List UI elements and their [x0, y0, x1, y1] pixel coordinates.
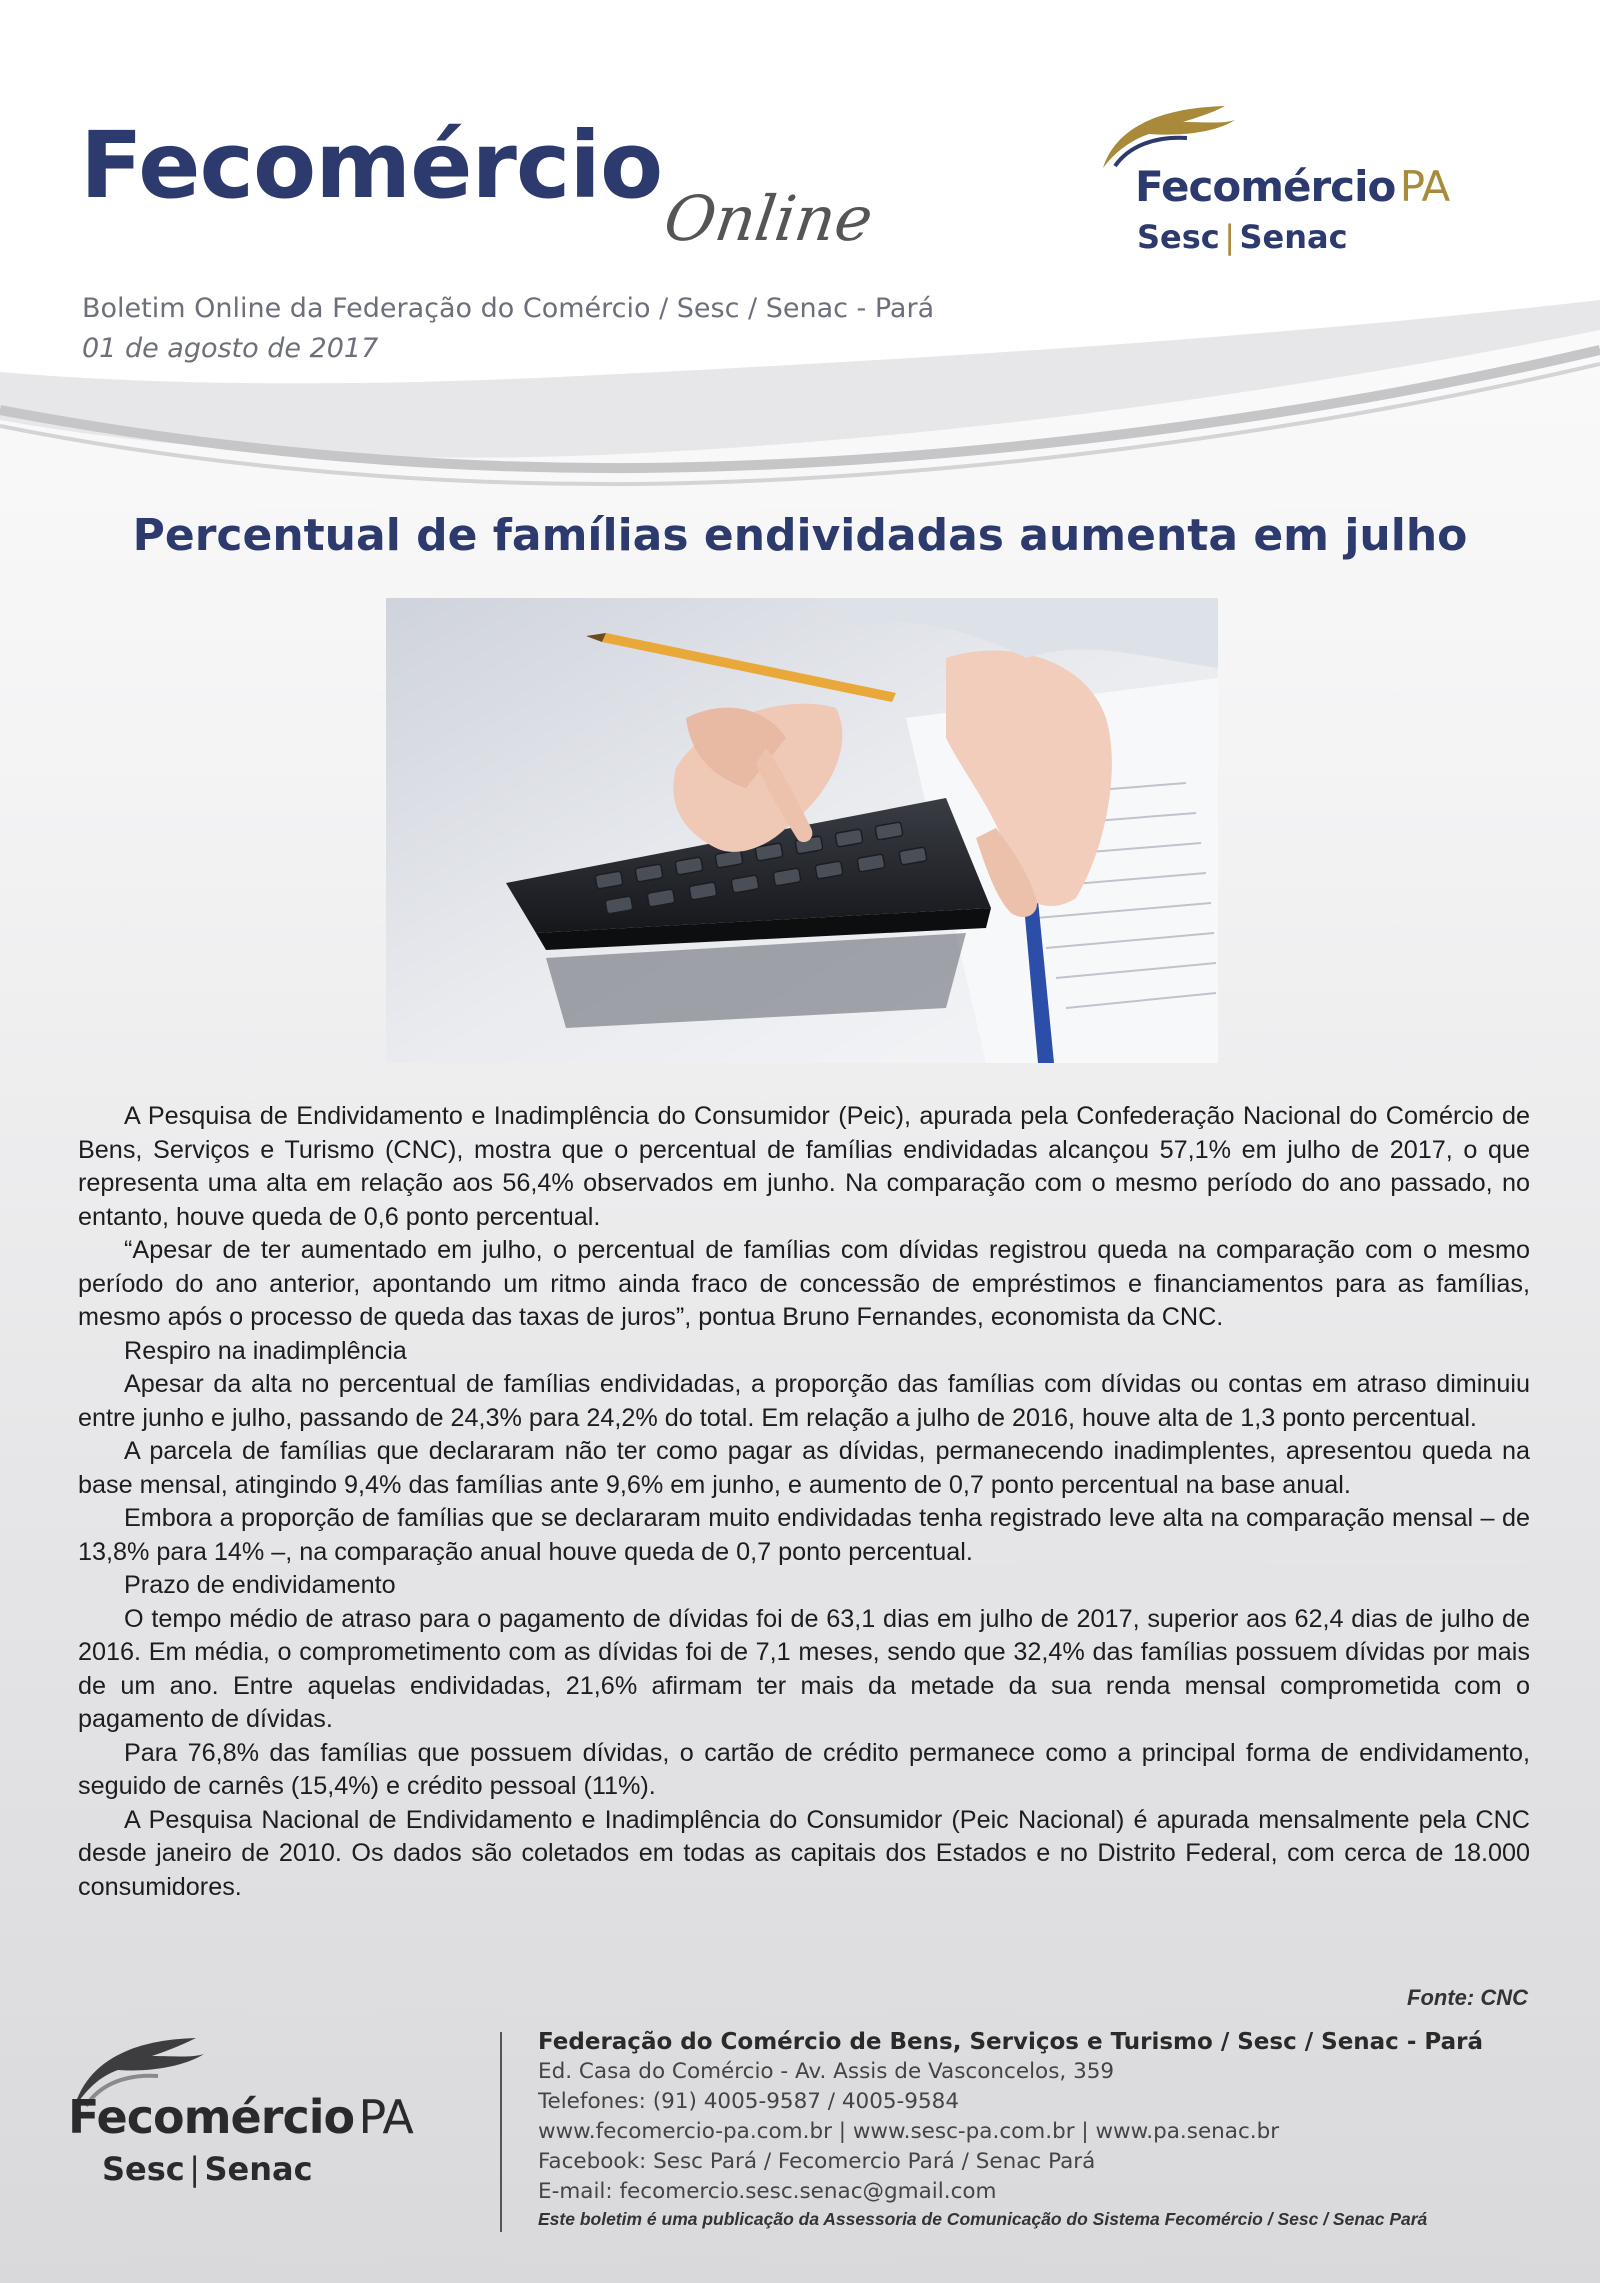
logo-sesc: Sesc — [1137, 218, 1220, 256]
calculator-photo — [386, 598, 1218, 1063]
brand-name: Fecomércio — [80, 112, 663, 219]
logo-pa: PA — [1399, 162, 1450, 211]
logo-pa: PA — [358, 2090, 413, 2144]
logo-name: Fecomércio — [68, 2090, 355, 2144]
paragraph: Para 76,8% das famílias que possuem dívidas, o cartão de crédito permanece como a principal forma de endividamento, seguido de carnês (15,4%) e crédito pessoal (11%). — [78, 1738, 1530, 1800]
article-source: Fonte: CNC — [1407, 1985, 1528, 2010]
footer-address: Ed. Casa do Comércio - Av. Assis de Vasconcelos, 359 — [538, 2059, 1115, 2084]
logo-name: Fecomércio — [1135, 162, 1396, 211]
subheading: Respiro na inadimplência — [124, 1336, 407, 1365]
article-body — [78, 1100, 1530, 1904]
logo-divider: | — [189, 2150, 200, 2188]
footer-divider — [500, 2032, 502, 2232]
article-headline: Percentual de famílias endividadas aumenta em julho — [132, 510, 1468, 561]
footer-note: Este boletim é uma publicação da Assessoria de Comunicação do Sistema Fecomércio / Sesc / Senac Pará — [538, 2209, 1428, 2229]
logo-divider: | — [1224, 218, 1235, 256]
paragraph: A parcela de famílias que declararam não ter como pagar as dívidas, permanecendo inadimplentes, apresentou queda na base mensal, atingindo 9,4% das famílias ante 9,6% em junho, e aumento de 0,7 ponto percentual na base anual. — [78, 1437, 1530, 1499]
footer-email[interactable]: E-mail: fecomercio.sesc.senac@gmail.com — [538, 2179, 997, 2204]
masthead — [80, 112, 878, 255]
footer-facebook: Facebook: Sesc Pará / Fecomercio Pará / Senac Pará — [538, 2149, 1096, 2174]
footer-websites[interactable]: www.fecomercio-pa.com.br | www.sesc-pa.com.br | www.pa.senac.br — [538, 2119, 1280, 2144]
paragraph: O tempo médio de atraso para o pagamento de dívidas foi de 63,1 dias em julho de 2017, superior aos 62,4 dias de julho de 2016. Em média, o comprometimento com as dívidas foi de 7,1 meses, sendo que 32,4% das famílias possuem dívidas por mais de um ano. Entre aquelas endividadas, 21,6% afirmam ter mais da metade da sua renda mensal comprometida com o pagamento de dívidas. — [78, 1604, 1530, 1733]
footer-organization: Federação do Comércio de Bens, Serviços e Turismo / Sesc / Senac - Pará — [538, 2029, 1483, 2055]
logo-senac: Senac — [204, 2150, 313, 2188]
logo-sesc: Sesc — [102, 2150, 185, 2188]
fecomercio-pa-logo — [1095, 100, 1535, 270]
brand-online: Online — [659, 182, 878, 255]
subheading: Prazo de endividamento — [124, 1571, 396, 1599]
issue-date: 01 de agosto de 2017 — [82, 333, 379, 364]
paragraph: Apesar da alta no percentual de famílias endividadas, a proporção das famílias com dívidas ou contas em atraso diminuiu entre junho e julho, passando de 24,3% para 24,2% do total. Em relação a julho de 2016, houve alta de 1,3 ponto percentual. — [78, 1370, 1530, 1432]
footer-phones: Telefones: (91) 4005-9587 / 4005-9584 — [538, 2089, 960, 2114]
paragraph: “Apesar de ter aumentado em julho, o percentual de famílias com dívidas registrou queda na comparação com o mesmo período do ano anterior, apontando um ritmo ainda fraco de concessão de empréstimos e financiamentos para as famílias, mesmo após o processo de queda das taxas de juros”, pontua Bruno Fernandes, economista da CNC. — [78, 1236, 1530, 1331]
logo-senac: Senac — [1239, 218, 1348, 256]
bulletin-subtitle: Boletim Online da Federação do Comércio / Sesc / Senac - Pará — [82, 293, 935, 324]
footer-contact — [538, 2027, 1538, 2231]
paragraph: Embora a proporção de famílias que se declararam muito endividadas tenha registrado leve alta na comparação mensal – de 13,8% para 14% –, na comparação anual houve queda de 0,7 ponto percentual. — [78, 1504, 1530, 1566]
fecomercio-pa-logo-footer — [68, 2030, 488, 2190]
paragraph: A Pesquisa de Endividamento e Inadimplência do Consumidor (Peic), apurada pela Confederação Nacional do Comércio de Bens, Serviços e Turismo (CNC), mostra que o percentual de famílias endividadas alcançou 57,1% em julho de 2017, o que representa uma alta em relação aos 56,4% observados em junho. Na comparação com o mesmo período do ano passado, no entanto, houve queda de 0,6 ponto percentual. — [78, 1102, 1530, 1231]
paragraph: A Pesquisa Nacional de Endividamento e Inadimplência do Consumidor (Peic Nacional) é apurada mensalmente pela CNC desde janeiro de 2010. Os dados são coletados em todas as capitais dos Estados e no Distrito Federal, com cerca de 18.000 consumidores. — [78, 1805, 1530, 1901]
feather-logo-icon — [1095, 100, 1245, 170]
